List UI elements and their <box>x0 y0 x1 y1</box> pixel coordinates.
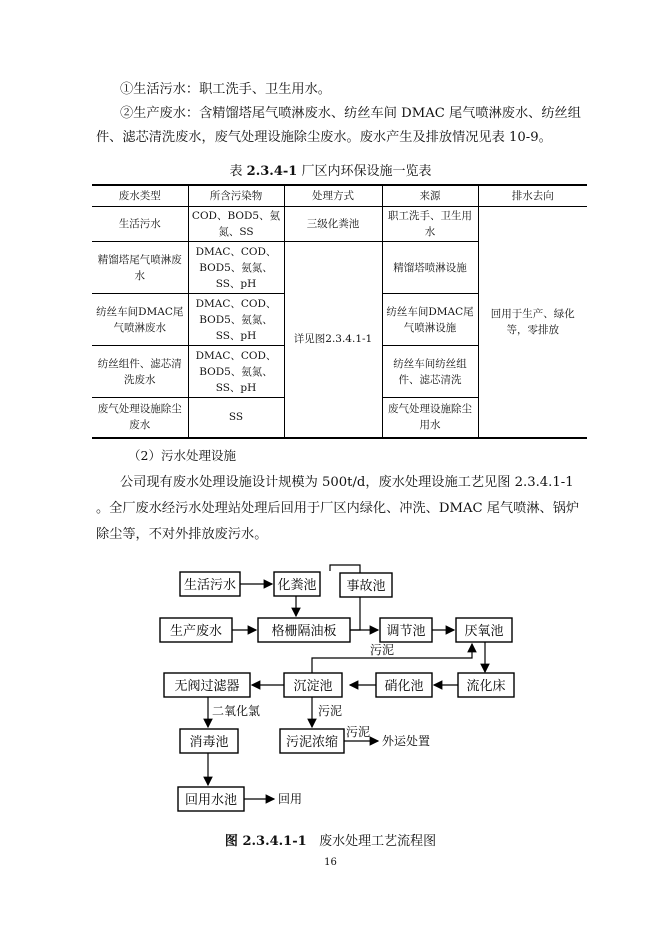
node-sedimentation-pool <box>284 673 342 697</box>
section-title: （2）污水处理设施 <box>128 448 236 463</box>
label-outside-disposal: 外运处置 <box>382 734 431 748</box>
header-treatment: 处理方式 <box>284 185 382 207</box>
header-discharge: 排水去向 <box>478 185 587 207</box>
header-source: 来源 <box>382 185 478 207</box>
cell-treatment: 三级化粪池 <box>284 207 382 242</box>
figure-caption-text: 废水处理工艺流程图 <box>319 834 437 849</box>
cell-type: 废气处理设施除尘废水 <box>92 398 188 438</box>
figure-caption-number: 图 2.3.4.1-1 <box>224 834 307 849</box>
svg-text:消毒池: 消毒池 <box>189 735 229 750</box>
node-domestic-wastewater <box>180 572 240 596</box>
node-grille-oil-separator <box>258 618 350 642</box>
node-regulating-pool <box>380 618 432 642</box>
figure-caption <box>0 830 661 849</box>
svg-text:调节池: 调节池 <box>386 624 426 639</box>
cell-treatment-merged: 详见图2.3.4.1-1 <box>284 242 382 438</box>
table-caption-prefix: 表 <box>229 164 247 179</box>
cell-pollutants: DMAC、COD、BOD5、氨氮、SS、pH <box>188 346 284 398</box>
header-wastewater-type: 废水类型 <box>92 185 188 207</box>
paragraph-treatment: 公司现有废水处理设施设计规模为 500t/d，废水处理设施工艺见图 2.3.4.1-1 。全厂废水经污水处理站处理后回用于厂区内绿化、冲洗、DMAC 尾气喷淋、锅炉除尘等，不对外排放废污水。 <box>96 475 580 542</box>
node-septic-tank <box>274 572 320 596</box>
svg-text:硝化池: 硝化池 <box>384 679 424 694</box>
node-nitrification-pool <box>376 673 432 697</box>
svg-text:事故池: 事故池 <box>346 579 386 594</box>
cell-source: 精馏塔喷淋设施 <box>382 242 478 294</box>
cell-source: 职工洗手、卫生用水 <box>382 207 478 242</box>
node-anaerobic-pool <box>456 618 512 642</box>
cell-discharge-merged: 回用于生产、绿化等，零排放 <box>478 207 587 438</box>
svg-text:化粪池: 化粪池 <box>277 578 317 593</box>
label-reuse: 回用 <box>278 792 303 806</box>
environmental-facilities-table <box>92 184 587 439</box>
process-flowchart <box>150 560 550 815</box>
node-production-wastewater <box>160 618 232 642</box>
node-accident-pool <box>340 573 392 597</box>
node-fluidized-bed <box>458 673 514 697</box>
node-disinfection-pool <box>180 729 238 753</box>
table-row <box>92 207 587 242</box>
label-sludge-right: 污泥 <box>346 725 371 739</box>
cell-source: 废气处理设施除尘用水 <box>382 398 478 438</box>
label-sludge-mid: 污泥 <box>318 704 343 718</box>
cell-pollutants: DMAC、COD、BOD5、氨氮、SS、pH <box>188 242 284 294</box>
svg-text:无阀过滤器: 无阀过滤器 <box>174 679 240 694</box>
label-chlorine-dioxide: 二氧化氯 <box>212 704 261 718</box>
svg-text:格栅隔油板: 格栅隔油板 <box>271 624 337 639</box>
table-header-row <box>92 185 587 207</box>
paragraph-production: ②生产废水：含精馏塔尾气喷淋废水、纺丝车间 DMAC 尾气喷淋废水、纺丝组件、滤芯清洗废水，废气处理设施除尘废水。废水产生及排放情况见表 10-9。 <box>96 106 581 145</box>
paragraph-domestic: ①生活污水：职工洗手、卫生用水。 <box>120 82 331 97</box>
cell-pollutants: SS <box>188 398 284 438</box>
cell-type: 精馏塔尾气喷淋废水 <box>92 242 188 294</box>
cell-source: 纺丝车间DMAC尾气喷淋设施 <box>382 294 478 346</box>
svg-text:回用水池: 回用水池 <box>184 793 238 808</box>
table-caption <box>0 160 661 179</box>
table-caption-text: 厂区内环保设施一览表 <box>297 164 432 179</box>
svg-text:沉淀池: 沉淀池 <box>293 679 333 694</box>
table-caption-number: 2.3.4-1 <box>246 164 298 179</box>
header-pollutants: 所含污染物 <box>188 185 284 207</box>
node-sludge-thickening <box>280 729 344 753</box>
cell-pollutants: COD、BOD5、氨氮、SS <box>188 207 284 242</box>
svg-text:厌氧池: 厌氧池 <box>464 624 504 639</box>
svg-text:污泥浓缩: 污泥浓缩 <box>285 735 339 750</box>
svg-text:流化床: 流化床 <box>466 679 506 694</box>
cell-type: 生活污水 <box>92 207 188 242</box>
node-reuse-water-pool <box>178 787 244 811</box>
label-sludge-return: 污泥 <box>370 643 395 657</box>
cell-type: 纺丝组件、滤芯清洗废水 <box>92 346 188 398</box>
page-number: 16 <box>324 857 337 868</box>
cell-pollutants: DMAC、COD、BOD5、氨氮、SS、pH <box>188 294 284 346</box>
cell-source: 纺丝车间纺丝组件、滤芯清洗 <box>382 346 478 398</box>
node-valveless-filter <box>164 673 250 697</box>
svg-text:生活污水: 生活污水 <box>183 578 237 593</box>
cell-type: 纺丝车间DMAC尾气喷淋废水 <box>92 294 188 346</box>
svg-text:生产废水: 生产废水 <box>169 624 223 639</box>
